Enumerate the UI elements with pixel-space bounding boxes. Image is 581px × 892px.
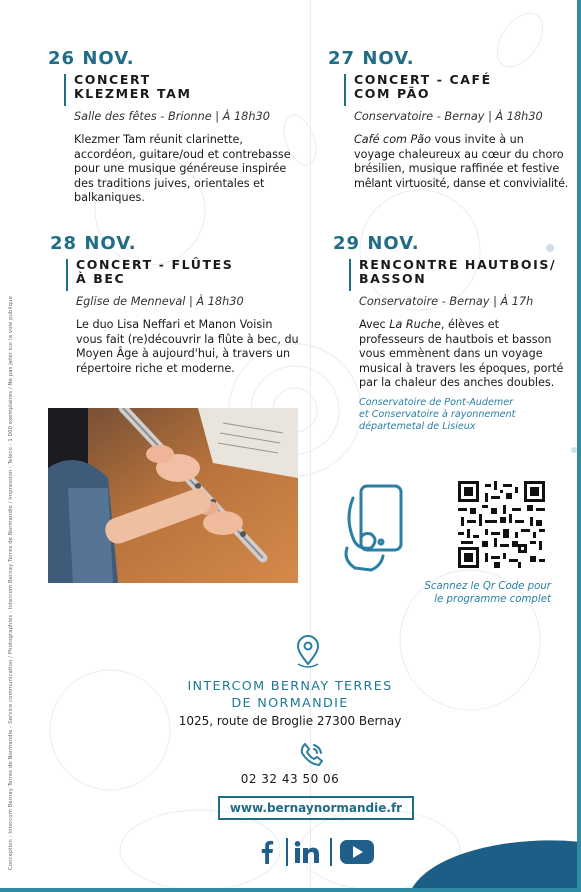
title-rule: [344, 74, 346, 106]
phone-number[interactable]: 02 32 43 50 06: [240, 772, 340, 786]
facebook-icon[interactable]: [259, 840, 275, 864]
organization-name: INTERCOM BERNAY TERRES DE NORMANDIE: [187, 679, 393, 711]
qr-code-icon[interactable]: [458, 481, 545, 568]
event-venue: Salle des fêtes - Brionne | À 18h30: [74, 110, 270, 123]
event-title: CONCERT - FLÛTES À BEC: [76, 257, 234, 286]
event-venue: Conservatoire - Bernay | À 17h: [359, 295, 534, 308]
event-29-nov: [333, 233, 578, 433]
recorder-photo: [48, 408, 298, 583]
title-rule: [66, 259, 68, 291]
event-26-nov: [48, 48, 303, 206]
linkedin-icon[interactable]: [294, 841, 320, 863]
event-27-nov: [328, 48, 579, 191]
event-credits: Conservatoire de Pont-Audemer et Conservatoire à rayonnement départemetal de Lisieux: [359, 396, 516, 432]
address: 1025, route de Broglie 27300 Bernay: [178, 714, 402, 728]
qr-caption: Scannez le Qr Code pour le programme complet: [424, 581, 551, 605]
smartphone-hand-icon: [343, 478, 413, 576]
social-divider: [286, 838, 288, 866]
event-title: RENCONTRE HAUTBOIS/ BASSON: [359, 257, 557, 286]
social-divider: [330, 838, 332, 866]
event-description: Café com Pão vous invite à un voyage chaleureux au cœur du choro brésilien, musique raffinée et festive mêlant virtuosité, danse et convivialité.: [354, 133, 569, 190]
youtube-icon[interactable]: [340, 840, 374, 864]
event-title: CONCERT - CAFÉ COM PÃO: [354, 72, 492, 101]
wave-decoration: [410, 840, 579, 890]
title-rule: [349, 259, 351, 291]
event-title: CONCERT KLEZMER TAM: [74, 72, 192, 101]
event-28-nov: [50, 233, 305, 376]
phone-icon: [299, 741, 325, 767]
event-date: 27 NOV.: [328, 48, 415, 69]
event-description: Le duo Lisa Neffari et Manon Voisin vous fait (re)découvrir la flûte à bec, du Moyen Âge à aujourd'hui, à travers un répertoire riche et moderne.: [76, 318, 299, 375]
event-date: 29 NOV.: [333, 233, 420, 254]
website-link[interactable]: www.bernaynormandie.fr: [218, 796, 414, 820]
event-description: Klezmer Tam réunit clarinette, accordéon, guitare/oud et contrebasse pour une musique généreuse inspirée des traditions juives, orientales et balkaniques.: [74, 133, 291, 205]
event-venue: Conservatoire - Bernay | À 18h30: [354, 110, 543, 123]
event-date: 26 NOV.: [48, 48, 135, 69]
location-pin-icon: [294, 634, 322, 668]
event-date: 28 NOV.: [50, 233, 137, 254]
event-description: Avec La Ruche, élèves et professeurs de hautbois et basson vous emmènent dans un voyage musical à travers les époques, porté par la chaleur des anches doubles.: [359, 318, 564, 390]
title-rule: [64, 74, 66, 106]
side-credit: Conception : Intercom Bernay Terres de Normandie - Service communication / Photographies : Intercom Bernay Terres de Normandie / Impression : Teleco - 1 000 exemplaires / Ne pas jeter sur la voie publique: [8, 296, 14, 870]
event-venue: Eglise de Menneval | À 18h30: [76, 295, 244, 308]
